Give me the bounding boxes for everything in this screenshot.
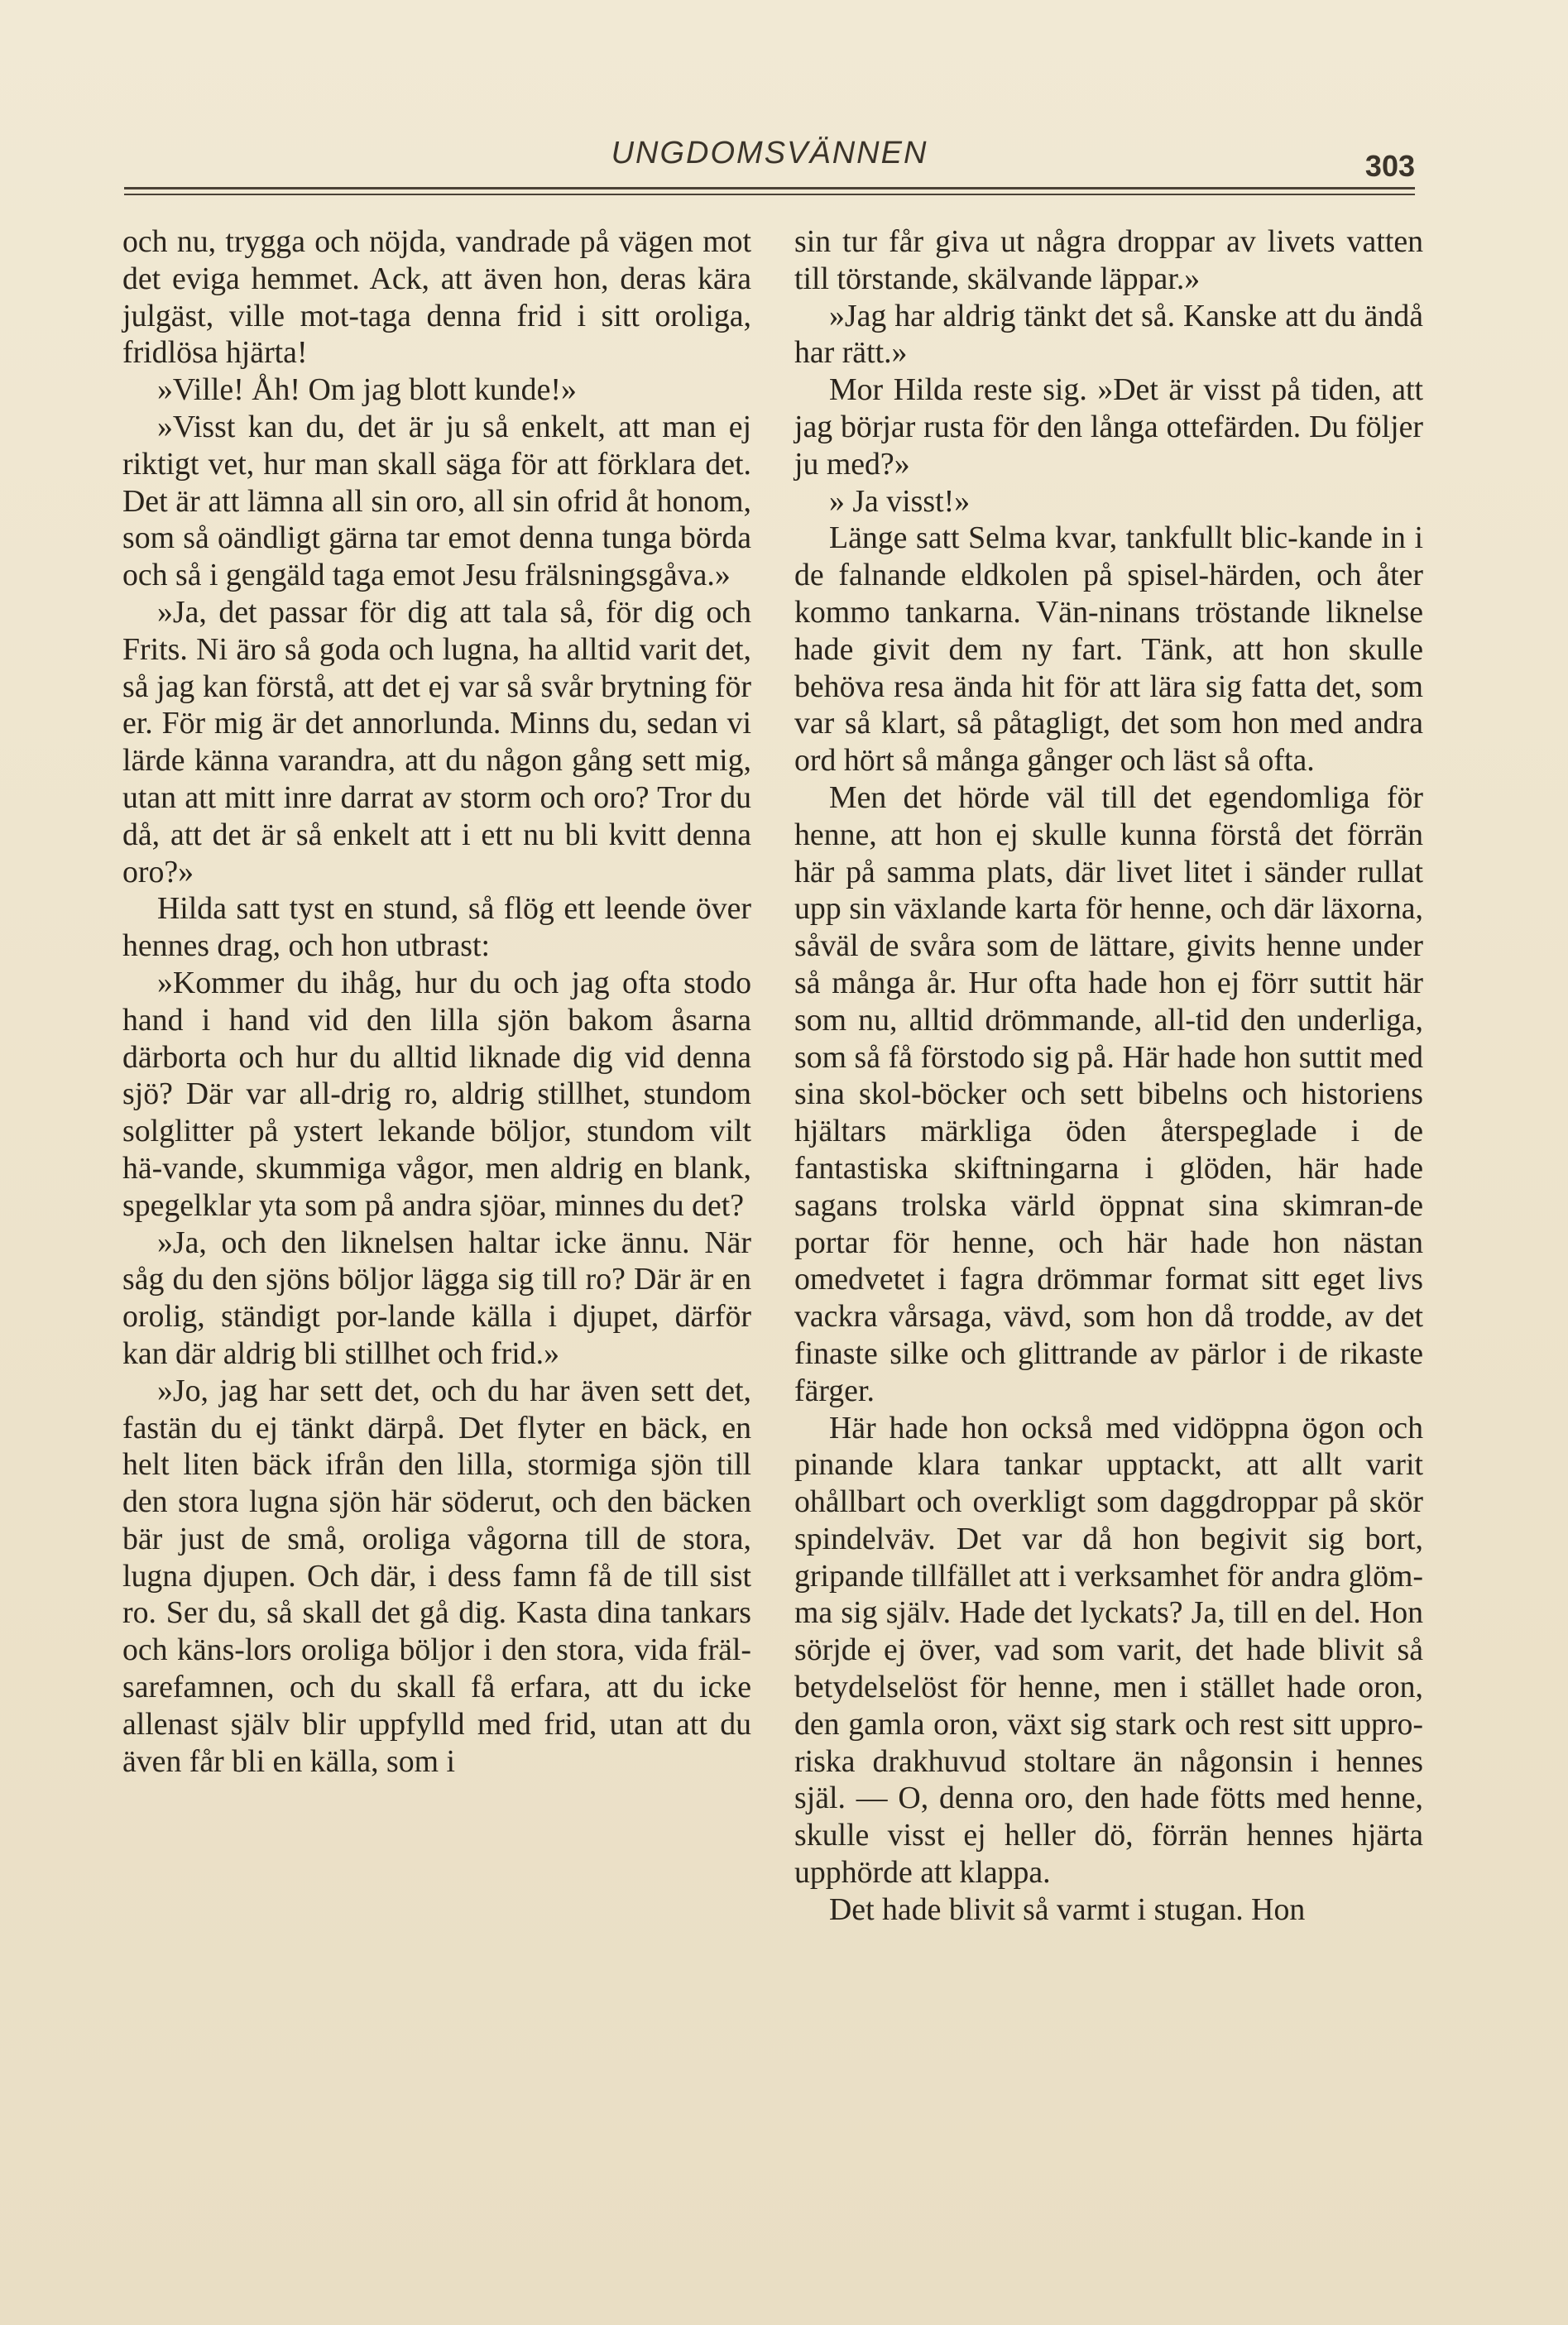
paragraph: Men det hörde väl till det egendomliga för henne, att hon ej skulle kunna förstå det förrän här på samma plats, där livet litet i sänder rullat upp sin växlande karta för henne, och där läxorna, såväl de svåra som de lättare, givits henne under så många år. Hur ofta hade hon ej förr suttit här som nu, alltid drömmande, all-tid den underliga, som så få förstodo sig på. Här hade hon suttit med sina skol-böcker och sett bibelns och historiens hjältars märkliga öden återspeglade i de fantastiska skiftningarna i glöden, här hade sagans trolska värld öppnat sina skimran-de portar för henne, och här hade hon nästan omedvetet i fagra drömmar format sitt eget livs vackra vårsaga, vävd, som hon då trodde, av det finaste silke och glittrande av pärlor i de rikaste färger. (794, 779, 1423, 1408)
paragraph: sin tur får giva ut några droppar av livets vatten till törstande, skälvande läppar.» (794, 224, 1423, 296)
paragraph: Hilda satt tyst en stund, så flög ett leende över hennes drag, och hon utbrast: (122, 891, 751, 964)
paragraph: »Ja, det passar för dig att tala så, för dig och Frits. Ni äro så goda och lugna, ha alltid varit det, så jag kan förstå, att det ej var så svår brytning för er. För mig är det annorlunda. Minns du, sedan vi lärde känna varandra, att du någon gång sett mig, utan att mitt inre darrat av storm och oro? Tror du då, att det är så enkelt att i ett nu bli kvitt denna oro?» (122, 594, 751, 889)
header-rule (124, 187, 1415, 189)
paragraph: »Ja, och den liknelsen haltar icke ännu. När såg du den sjöns böljor lägga sig till ro? Där är en orolig, ständigt por-lande källa i djupet, därför kan där aldrig bli stillhet och frid.» (122, 1225, 751, 1371)
paragraph: Mor Hilda reste sig. »Det är visst på tiden, att jag börjar rusta för den långa ottefärden. Du följer ju med?» (794, 372, 1423, 482)
paragraph: »Kommer du ihåg, hur du och jag ofta stodo hand i hand vid den lilla sjön bakom åsarna därborta och hur du alltid liknade dig vid denna sjö? Där var all-drig ro, aldrig stillhet, stundom solglitter på ystert lekande böljor, stundom vilt hä-vande, skummiga vågor, men aldrig en blank, spegelklar yta som på andra sjöar, minnes du det? (122, 965, 751, 1223)
paragraph: »Visst kan du, det är ju så enkelt, att man ej riktigt vet, hur man skall säga för att förklara det. Det är att lämna all sin oro, all sin ofrid åt honom, som så oändligt gärna tar emot denna tunga börda och så i gengäld taga emot Jesu frälsningsgåva.» (122, 409, 751, 593)
paragraph: »Jag har aldrig tänkt det så. Kanske att du ändå har rätt.» (794, 298, 1423, 371)
page-header (124, 124, 1415, 190)
paragraph: »Ville! Åh! Om jag blott kunde!» (157, 372, 577, 408)
paragraph: Här hade hon också med vidöppna ögon och pinande klara tankar upptackt, att allt varit ohållbart och overkligt som daggdroppar på skör spindelväv. Det var då hon begivit sig bort, gripande tillfället att i verksamhet för andra glöm-ma sig själv. Hade det lyckats? Ja, till en del. Hon sörjde ej över, vad som varit, det hade blivit så betydelselöst för henne, men i stället hade oron, den gamla oron, växt sig stark och rest sitt uppro-riska drakhuvud stoltare än någonsin i hennes själ. — O, denna oro, den hade fötts med henne, skulle visst ej heller dö, förrän hennes hjärta upphörde att klappa. (794, 1410, 1423, 1891)
paragraph: Det hade blivit så varmt i stugan. Hon (829, 1891, 1306, 1927)
left-column (122, 223, 751, 1780)
paragraph: » Ja visst!» (829, 483, 971, 519)
page-number: 303 (1364, 149, 1415, 183)
paragraph: »Jo, jag har sett det, och du har även sett det, fastän du ej tänkt därpå. Det flyter en bäck, en helt liten bäck ifrån den lilla, stormiga sjön till den stora lugna sjön här söderut, och den bäcken bär just de små, oroliga vågorna till de stora, lugna djupen. Och där, i dess famn få de till sist ro. Ser du, så skall det gå dig. Kasta dina tankars och käns-lors oroliga böljor i den stora, vida fräl-sarefamnen, och du skall få erfara, att du icke allenast själv blir uppfylld med frid, utan att du även får bli en källa, som i (122, 1373, 751, 1779)
paragraph: och nu, trygga och nöjda, vandrade på vägen mot det eviga hemmet. Ack, att även hon, deras kära julgäst, ville mot-taga denna frid i sitt oroliga, fridlösa hjärta! (122, 224, 751, 371)
paragraph: Länge satt Selma kvar, tankfullt blic-kande in i de falnande eldkolen på spisel-härden, och åter kommo tankarna. Vän-ninans tröstande liknelse hade givit dem ny fart. Tänk, att hon skulle behöva resa ända hit för att lära sig fatta det, som var så klart, så påtagligt, det som hon med andra ord hört så många gånger och läst så ofta. (794, 520, 1423, 779)
right-column (794, 223, 1423, 1929)
running-title: UNGDOMSVÄNNEN (611, 136, 928, 170)
header-rule-thin (124, 194, 1415, 195)
